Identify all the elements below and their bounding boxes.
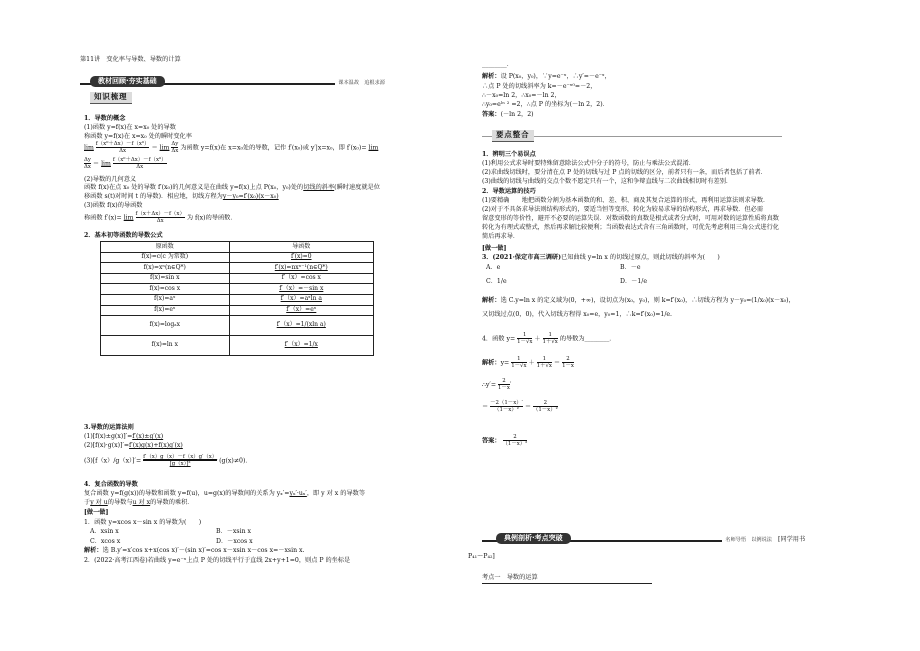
equals: ＝ (92, 160, 100, 168)
s1-title: 1．导数的概念 (84, 115, 126, 122)
answer-blank: ________． (482, 61, 513, 68)
table-row (101, 252, 374, 263)
table-cell: f(x)=ln x (101, 336, 230, 356)
k2-line: 转化为有理式或整式，然后再求解比较便利；当函数表达式含有三角函数时，可优先考虑利用三角公式进行化 (482, 224, 779, 231)
fraction: $\frac{2}{\text{（1－x）²}}$ (502, 434, 528, 448)
banner-title: 教材回顾·夯实基础 (90, 76, 165, 87)
table-cell: f′（x）=1/x (229, 336, 373, 356)
table-cell: f(x)=c(c 为常数) (101, 252, 230, 263)
banner-note: 课本温故 追根求源 (335, 79, 385, 88)
derivative-table (100, 241, 374, 356)
k1-line: (1)利用公式求导时要特殊留意除法公式中分子的符号，防止与乘法公式混淆． (482, 160, 695, 167)
fraction: $\frac{1}{1-√x}$ (517, 332, 533, 346)
question-2: 2．(2022·高考江西卷)若曲线 y=e⁻ˣ上点 P 处的切线平行于直线 2x+y+1=0，则点 P 的坐标是 (84, 557, 351, 564)
k2-title: 2．导数运算的技巧 (482, 188, 536, 195)
s1-line: 称函数 y=f(x)在 x=x₀ 处的瞬时变化率 (84, 133, 192, 140)
solution-2-line: ∴y₀=eˡⁿ ² =2，∴点 P 的坐标为(－ln 2，2)． (482, 101, 609, 108)
chain-rule-cont: 于y 对 u的导数与u 对 x的导数的乘积． (84, 499, 194, 506)
table-row (101, 316, 374, 336)
geometric-meaning: 函数 f(x)在点 x₀ 处的导数 f′(x₀)的几何意义是在曲线 y=f(x)上点 P(x₀，y₀)处的切线的斜率(瞬时速度就是位 (84, 184, 380, 191)
s1-line: (2)导数的几何意义 (84, 176, 137, 183)
k2-line: (2)对于不具备求导法则结构形式的，要适当恒等变形，转化为较易求导的结构形式，再求导数．但必需 (482, 206, 764, 213)
table-cell: f′（x）=1/(xln a) (229, 316, 373, 336)
column-header: 原函数 (101, 242, 230, 253)
option-a: A．xsin x (90, 528, 119, 535)
section-banner-right (482, 533, 772, 545)
solution-4-line3: ＝ $\frac{-2(1-x)'}{\text{（1－x）²}}$ ＝ $\frac{2}{\text{（1－x）²}}$ (482, 400, 558, 414)
fraction: $\frac{\text{f（x⁰＋Δx）－f（x⁰）}}{\Delta x}$ (95, 141, 150, 155)
table-cell: f′(x)=0 (229, 252, 373, 263)
option-d: D．－1/e (620, 278, 648, 285)
s1-line: 为函数 y=f(x)在 x=x₀处的导数，记作 f′(x₀)或 y′|x=x₀，即 f′(x₀)= (180, 144, 367, 152)
equals: ＝ (151, 144, 158, 152)
fraction: $\frac{f(x+\Delta x)-f(x)}{\Delta x}$ (135, 211, 185, 225)
option-c: C．1/e (486, 278, 507, 285)
solution-3-line2: 又切线过点(0，0)，代入切线方程得 x₀=e，y₀=1，∴k=f′(x₀)=1/e. (482, 311, 673, 318)
lecture-title: 第11讲 变化率与导数、导数的计算 (80, 56, 181, 63)
table-cell: f(x)=logₐx (101, 316, 230, 336)
fraction: $\frac{1}{1+√x}$ (536, 356, 552, 370)
table-row (101, 284, 374, 295)
s1-line: (3)函数 f(x)的导函数 (84, 202, 143, 209)
book-reference-pages: P₄₁～P₄₂] (468, 553, 495, 560)
lim-symbol: lim (368, 144, 379, 152)
fraction: $\frac{\Delta y}{\Delta x}$ (171, 141, 179, 155)
sum-rule: (1)[f(x)±g(x)]′=f′(x)±g′(x) (84, 433, 164, 440)
table-row (101, 273, 374, 284)
section-banner-left (80, 76, 385, 88)
k1-line: (2)求曲线切线时，要分清在点 P 处的切线与过 P 点的切线的区分，前者只有一条，而后者包括了前者． (482, 169, 767, 176)
solution-2-line1: 解析：设 P(x₀，y₀)，∵y=e⁻ˣ，∴y′=－e⁻ˣ， (482, 73, 611, 80)
section-heading: 知识梳理 (90, 92, 132, 104)
table-row (101, 294, 374, 305)
table-cell: f(x)=sin x (101, 273, 230, 284)
solution-3-line1: 解析：选 C.y=ln x 的定义域为(0，+∞)，设切点为(x₀，y₀)，则 k=f′(x₀)，∴切线方程为 y－y₀=(1/x₀)(x－x₀)， (482, 297, 795, 304)
table-cell: f′（x）=aˣln a (229, 294, 373, 305)
column-header: 导函数 (229, 242, 373, 253)
table-row (101, 305, 374, 316)
option-c: C．xcos x (90, 538, 121, 545)
solution-1: 解析：选 B.y′=x′cos x+x(cos x)′－(sin x)′=cos x－xsin x－cos x=－xsin x. (84, 547, 305, 554)
question-1: 1．函数 y=xcos x－sin x 的导数为( ) (84, 519, 202, 526)
k2-line: 留意变形的等价性，避开不必要的运算失误．对数函数的真数是根式或者分式时，可用对数的运算性质将真数 (482, 215, 779, 222)
product-rule: (2)[f(x)·g(x)]′=f′(x)g(x)+f(x)g′(x) (84, 442, 183, 449)
table-cell: f(x)=eˣ (101, 305, 230, 316)
fraction: $\frac{2}{1-x}$ (498, 378, 510, 392)
k1-title: 1．辨明三个易误点 (482, 151, 536, 158)
derivative-definition (84, 141, 378, 155)
fraction: $\frac{f'(x)g(x)-f(x)g'(x)}{\text{[g（x）]²}}$ (143, 454, 218, 468)
k2-line: (1)要精确 地把函数分割为基本函数的和、差、积、商及其复合运算的形式，再利用运算法则求导数． (482, 197, 770, 204)
question-3: 3．(2021·保定市高三调研)已知曲线 y=ln x 的切线过原点，则此切线的斜率为( ) (482, 254, 720, 261)
fraction: $\frac{2}{1-x}$ (562, 356, 574, 370)
k2-line: 简后再求导． (482, 233, 520, 240)
s4-title: 4．复合函数的导数 (84, 481, 138, 488)
solution-2-line: ∴－x₀=ln 2，∴x₀=－ln 2， (482, 92, 561, 99)
option-b: B．－xsin x (216, 528, 252, 535)
lim-symbol: lim (101, 160, 111, 168)
solution-2-line: ∴点 P 处的切线斜率为 k=－e⁻ˣ⁰=－2， (482, 83, 597, 90)
table-cell: f(x)=xⁿ(n∈Q*) (101, 263, 230, 274)
fraction: $\frac{\Delta y}{\Delta x}$ (84, 157, 91, 171)
answer-4: 答案： $\frac{2}{\text{（1－x）²}}$ (482, 434, 528, 448)
solution-4-line2: ∴y′= $\frac{2}{1-x}$ ′ (482, 378, 512, 392)
tangent-equation: 移函数 s(t)对时间 t 的导数)．相应地，切线方程为y－y₀=f′(x₀)(x－x₀) (84, 193, 279, 200)
fraction: $\frac{1}{1+√x}$ (542, 332, 558, 346)
fraction: $\frac{1}{1-√x}$ (511, 356, 527, 370)
derivative-definition-cont (84, 157, 167, 171)
question-4: 4．函数 y= $\frac{1}{1-√x}$ ＋ $\frac{1}{1+√x}$ 的导数为________． (482, 332, 616, 346)
section-heading: 要点整合 (492, 130, 534, 142)
table-cell: f′（x）=cos x (229, 273, 373, 284)
table-cell: f(x)=aˣ (101, 294, 230, 305)
s2-title: 2．基本初等函数的导数公式 (84, 232, 163, 239)
practice-label: [做一做] (84, 509, 109, 516)
topic-1: 考点一 导数的运算 (482, 574, 652, 584)
k1-line: (3)曲线的切线与曲线的交点个数不愿定只有一个，这和争辩直线与二次曲线相切时有差别． (482, 178, 733, 185)
table-cell: f′（x）=－sin x (229, 284, 373, 295)
option-a: A．e (486, 264, 501, 271)
fraction: $\frac{\text{f（x⁰＋Δx）－f（x⁰）}}{\Delta x}$ (112, 157, 167, 171)
banner-title: 典例剖析·考点突破 (496, 533, 571, 544)
answer-2: 答案：(－ln 2，2) (482, 111, 534, 118)
knowledge-heading (90, 92, 132, 104)
table-cell: f′（x）=eˣ (229, 305, 373, 316)
lim-symbol: lim (84, 144, 94, 152)
table-cell: f′(x)=nxⁿ⁻¹(n∈Q*) (229, 263, 373, 274)
table-header (101, 242, 374, 253)
option-d: D．－xcos x (216, 538, 253, 545)
solution-4-line1: 解析：y= $\frac{1}{1-√x}$ ＋ $\frac{1}{1+√x}$ ＝ $\frac{2}{1-x}$ (482, 356, 574, 370)
quotient-rule: (3)[f（x）/g（x）]′= $\frac{f'(x)g(x)-f(x)g'(x)}{\text{[g（x）]²}}$ (g(x)≠0)． (84, 454, 252, 468)
table-row (101, 263, 374, 274)
chain-rule: 复合函数 y=f(g(x))的导数和函数 y=f(u)，u=g(x)的导数间的关系为 yₓ′=yᵤ′·uₓ′，即 y 对 x 的导数等 (84, 490, 366, 497)
table-cell: f(x)=cos x (101, 284, 230, 295)
derived-function: 称函数 f′(x)= lim $\frac{f(x+\Delta x)-f(x)}{\Delta x}$ 为 f(x)的导函数． (84, 211, 237, 225)
table-row (101, 336, 374, 356)
lim-symbol: lim (159, 144, 170, 152)
key-points-bar (482, 130, 782, 142)
s1-line: (1)函数 y=f(x)在 x=x₀ 处的导数 (84, 124, 176, 131)
s3-title: 3.导数的运算法则 (84, 424, 134, 431)
book-reference: [同学用书 (778, 536, 806, 543)
banner-note: 名师导悟 以例说法 (722, 536, 772, 545)
fraction: $\frac{-2(1-x)'}{\text{（1－x）²}}$ (490, 400, 523, 414)
option-b: B．－e (620, 264, 641, 271)
lim-symbol: lim (123, 214, 134, 222)
fraction: $\frac{2}{\text{（1－x）²}}$ (532, 400, 558, 414)
practice-label: [做一做] (482, 245, 507, 252)
